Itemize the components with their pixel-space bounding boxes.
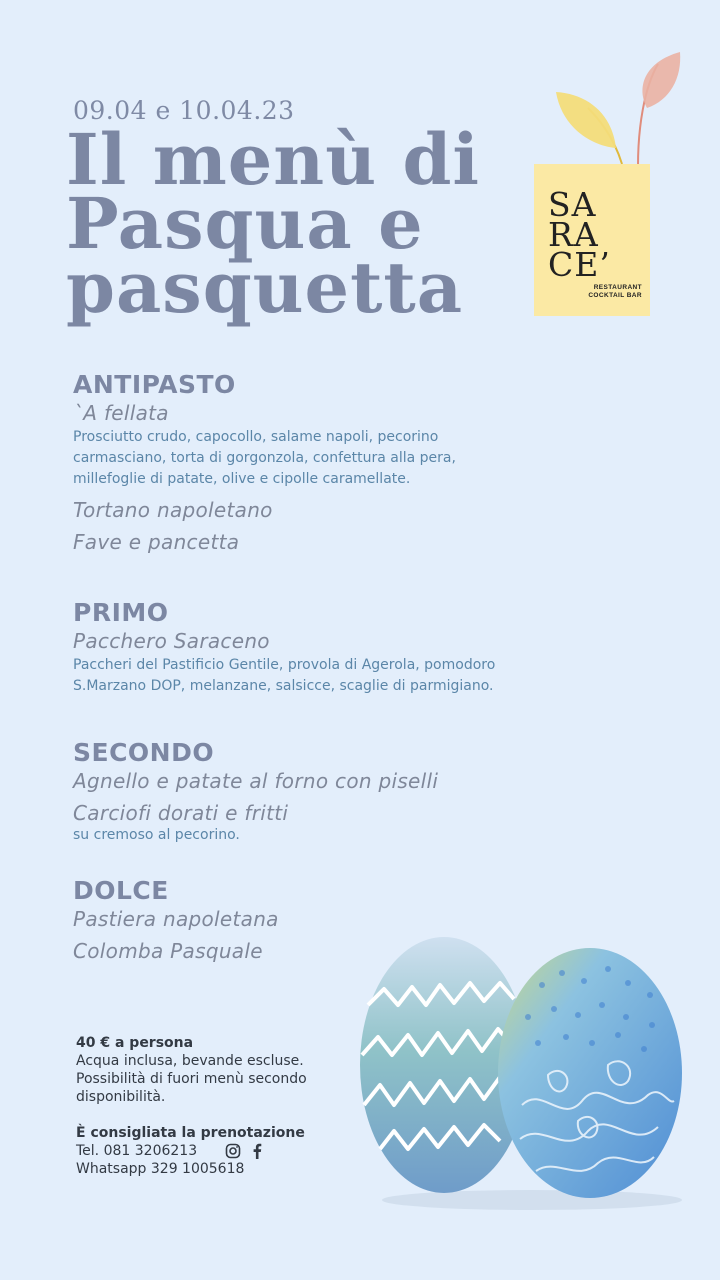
section-antipasto bbox=[73, 370, 456, 554]
facebook-icon[interactable] bbox=[251, 1143, 263, 1159]
dish-name: `A fellata bbox=[73, 401, 169, 425]
menu-title bbox=[66, 118, 481, 329]
price: 40 € a persona bbox=[76, 1035, 194, 1051]
dish-name: Agnello e patate al forno con piselli bbox=[73, 769, 439, 793]
logo-wordmark: SA RA CE’ bbox=[548, 185, 611, 284]
event-dates: 09.04 e 10.04.23 bbox=[73, 96, 295, 125]
section-heading: DOLCE bbox=[73, 876, 169, 905]
booking-info bbox=[76, 1034, 316, 1178]
dish-name: Pacchero Saraceno bbox=[73, 629, 270, 653]
easter-eggs-illustration bbox=[352, 925, 697, 1215]
section-heading: SECONDO bbox=[73, 738, 215, 767]
price-description: Acqua inclusa, bevande escluse. Possibilità di fuori menù secondo disponibilità. bbox=[76, 1053, 307, 1105]
dish-name: Colomba Pasquale bbox=[73, 939, 263, 963]
restaurant-logo bbox=[534, 164, 650, 316]
dish-description: Prosciutto crudo, capocollo, salame napoli, pecorino carmasciano, torta di gorgonzola, confettura alla pera, millefoglie di patate, olive e cipolle caramellate. bbox=[73, 429, 456, 487]
section-heading: ANTIPASTO bbox=[73, 370, 236, 399]
dish-description: Paccheri del Pastificio Gentile, provola di Agerola, pomodoro S.Marzano DOP, melanzane, salsicce, scaglie di parmigiano. bbox=[73, 657, 496, 694]
leaves-illustration bbox=[552, 48, 692, 168]
title-line: Pasqua e bbox=[66, 182, 424, 265]
section-dolce bbox=[73, 876, 279, 963]
dish-description: su cremoso al pecorino. bbox=[73, 827, 240, 843]
instagram-icon[interactable] bbox=[225, 1143, 241, 1159]
whatsapp-number[interactable]: Whatsapp 329 1005618 bbox=[76, 1161, 245, 1177]
title-line: Il menù di bbox=[66, 118, 481, 201]
section-secondo bbox=[73, 738, 438, 846]
dish-name: Tortano napoletano bbox=[73, 498, 273, 522]
dish-name: Fave e pancetta bbox=[73, 530, 240, 554]
section-heading: PRIMO bbox=[73, 598, 169, 627]
section-primo bbox=[73, 598, 495, 697]
reservation-note: È consigliata la prenotazione bbox=[76, 1125, 305, 1141]
logo-subtitle: RESTAURANT COCKTAIL BAR bbox=[588, 284, 642, 299]
title-line: pasquetta bbox=[66, 246, 464, 329]
dish-name: Carciofi dorati e fritti bbox=[73, 801, 289, 825]
social-links bbox=[225, 1143, 263, 1159]
dish-name: Pastiera napoletana bbox=[73, 907, 279, 931]
phone-number[interactable]: Tel. 081 3206213 bbox=[76, 1143, 198, 1159]
